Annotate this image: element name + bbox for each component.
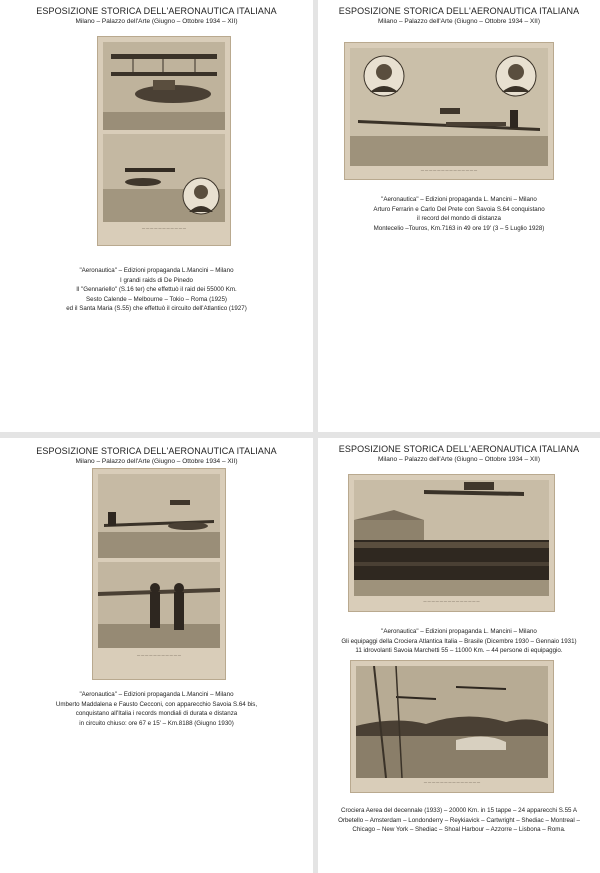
caption-line: Sesto Calende – Melbourne – Tokio – Roma (1925)	[86, 295, 227, 303]
caption-line: Orbetello – Amsterdam – Londonderry – Reykiavick – Cartwright – Shediac – Montreal –	[338, 816, 580, 824]
photo-savoia-s64-bis	[98, 474, 220, 558]
caption-crociera-decennale	[318, 806, 600, 835]
caption-maddalena-cecconi	[0, 690, 313, 728]
caption-line: conquistano all'Italia i records mondiali di durata e distanza	[75, 710, 238, 717]
page-title: ESPOSIZIONE STORICA DELL'AERONAUTICA ITALIANA	[36, 6, 277, 16]
album-page-2	[318, 0, 600, 432]
caption-line: in circuito chiuso: ore 67 e 15' – Km.8188 (Giugno 1930)	[79, 719, 234, 727]
caption-line: "Aeronautica" – Edizioni propaganda L.Mancini – Milano	[79, 267, 234, 274]
caption-line: Il "Gennariello" (S.16 ter) che effettuò il raid dei 55000 Km.	[76, 286, 237, 293]
page-title: ESPOSIZIONE STORICA DELL'AERONAUTICA ITALIANA	[338, 444, 580, 454]
postcard-maddalena-cecconi	[92, 468, 226, 680]
photo-crew-group	[354, 480, 549, 596]
photo-savoia-s64	[350, 48, 548, 166]
page-title: ESPOSIZIONE STORICA DELL'AERONAUTICA ITALIANA	[36, 446, 277, 456]
caption-de-pinedo	[0, 266, 313, 314]
page-subtitle: Milano – Palazzo dell'Arte (Giugno – Ottobre 1934 – XII)	[75, 18, 238, 25]
caption-ferrarin-del-prete	[318, 195, 600, 233]
postcard-inscription: — — — — — — — — — — —	[142, 226, 186, 230]
caption-line: Umberto Maddalena e Fausto Cecconi, con apparecchio Savoia S.64 bis,	[55, 700, 258, 708]
page-subtitle: Milano – Palazzo dell'Arte (Giugno – Ottobre 1934 – XII)	[377, 18, 541, 25]
caption-line: Gli equipaggi della Crociera Atlantica Italia – Brasile (Dicembre 1930 – Gennaio 1931)	[341, 637, 577, 645]
postcard-inscription: — — — — — — — — — — —	[137, 653, 181, 657]
album-page-4	[318, 438, 600, 873]
caption-line: il record del mondo di distanza	[417, 215, 501, 222]
caption-line: Arturo Ferrarin e Carlo Del Prete con Savoia S.64 conquistano	[373, 205, 545, 213]
postcard-inscription: — — — — — — — — — — — — — —	[420, 168, 478, 172]
album-page-1	[0, 0, 313, 432]
caption-line: Chicago – New York – Shediac – Shoal Harbour – Azzorre – Lisbona – Roma.	[352, 826, 566, 833]
page-title: ESPOSIZIONE STORICA DELL'AERONAUTICA ITALIANA	[338, 6, 580, 16]
postcard-crociera-decennale	[350, 660, 554, 793]
postcard-inscription: — — — — — — — — — — — — — —	[423, 599, 480, 603]
caption-line: Montecelio –Touros, Km.7163 in 49 ore 19' (3 – 5 Luglio 1928)	[373, 224, 545, 232]
caption-line: I grandi raids di De Pinedo	[120, 276, 193, 284]
caption-line: 11 idrovolanti Savoia Marchetti 55 – 11000 Km. – 44 persone di equipaggio.	[355, 647, 563, 654]
postcard-inscription: — — — — — — — — — — — — — —	[423, 780, 481, 784]
photo-aviators	[98, 562, 220, 648]
postcard-crew-atlantic	[348, 474, 555, 612]
photo-seaplanes-formation	[356, 666, 548, 778]
postcard-ferrarin-del-prete	[344, 42, 554, 180]
page-subtitle: Milano – Palazzo dell'Arte (Giugno – Ottobre 1934 – XII)	[75, 458, 238, 465]
caption-crew-atlantic	[318, 627, 600, 656]
photo-santa-maria	[103, 134, 225, 222]
page-subtitle: Milano – Palazzo dell'Arte (Giugno – Ottobre 1934 – XII)	[377, 456, 541, 463]
photo-biplane-seaplane	[103, 42, 225, 130]
postcard-de-pinedo	[97, 36, 231, 246]
caption-line: Crociera Aerea del decennale (1933) – 20000 Km. in 15 tappe – 24 apparecchi S.55 A	[341, 807, 577, 814]
caption-line: "Aeronautica" – Edizioni propaganda L.Mancini – Milano	[79, 691, 234, 698]
caption-line: "Aeronautica" – Edizioni propaganda L. Mancini – Milano	[381, 196, 537, 203]
caption-line: ed il Santa Maria (S.55) che effettuò il circuito dell'Atlantico (1927)	[66, 305, 247, 312]
caption-line: "Aeronautica" – Edizioni propaganda L. Mancini – Milano	[381, 628, 537, 635]
album-page-3	[0, 438, 313, 873]
